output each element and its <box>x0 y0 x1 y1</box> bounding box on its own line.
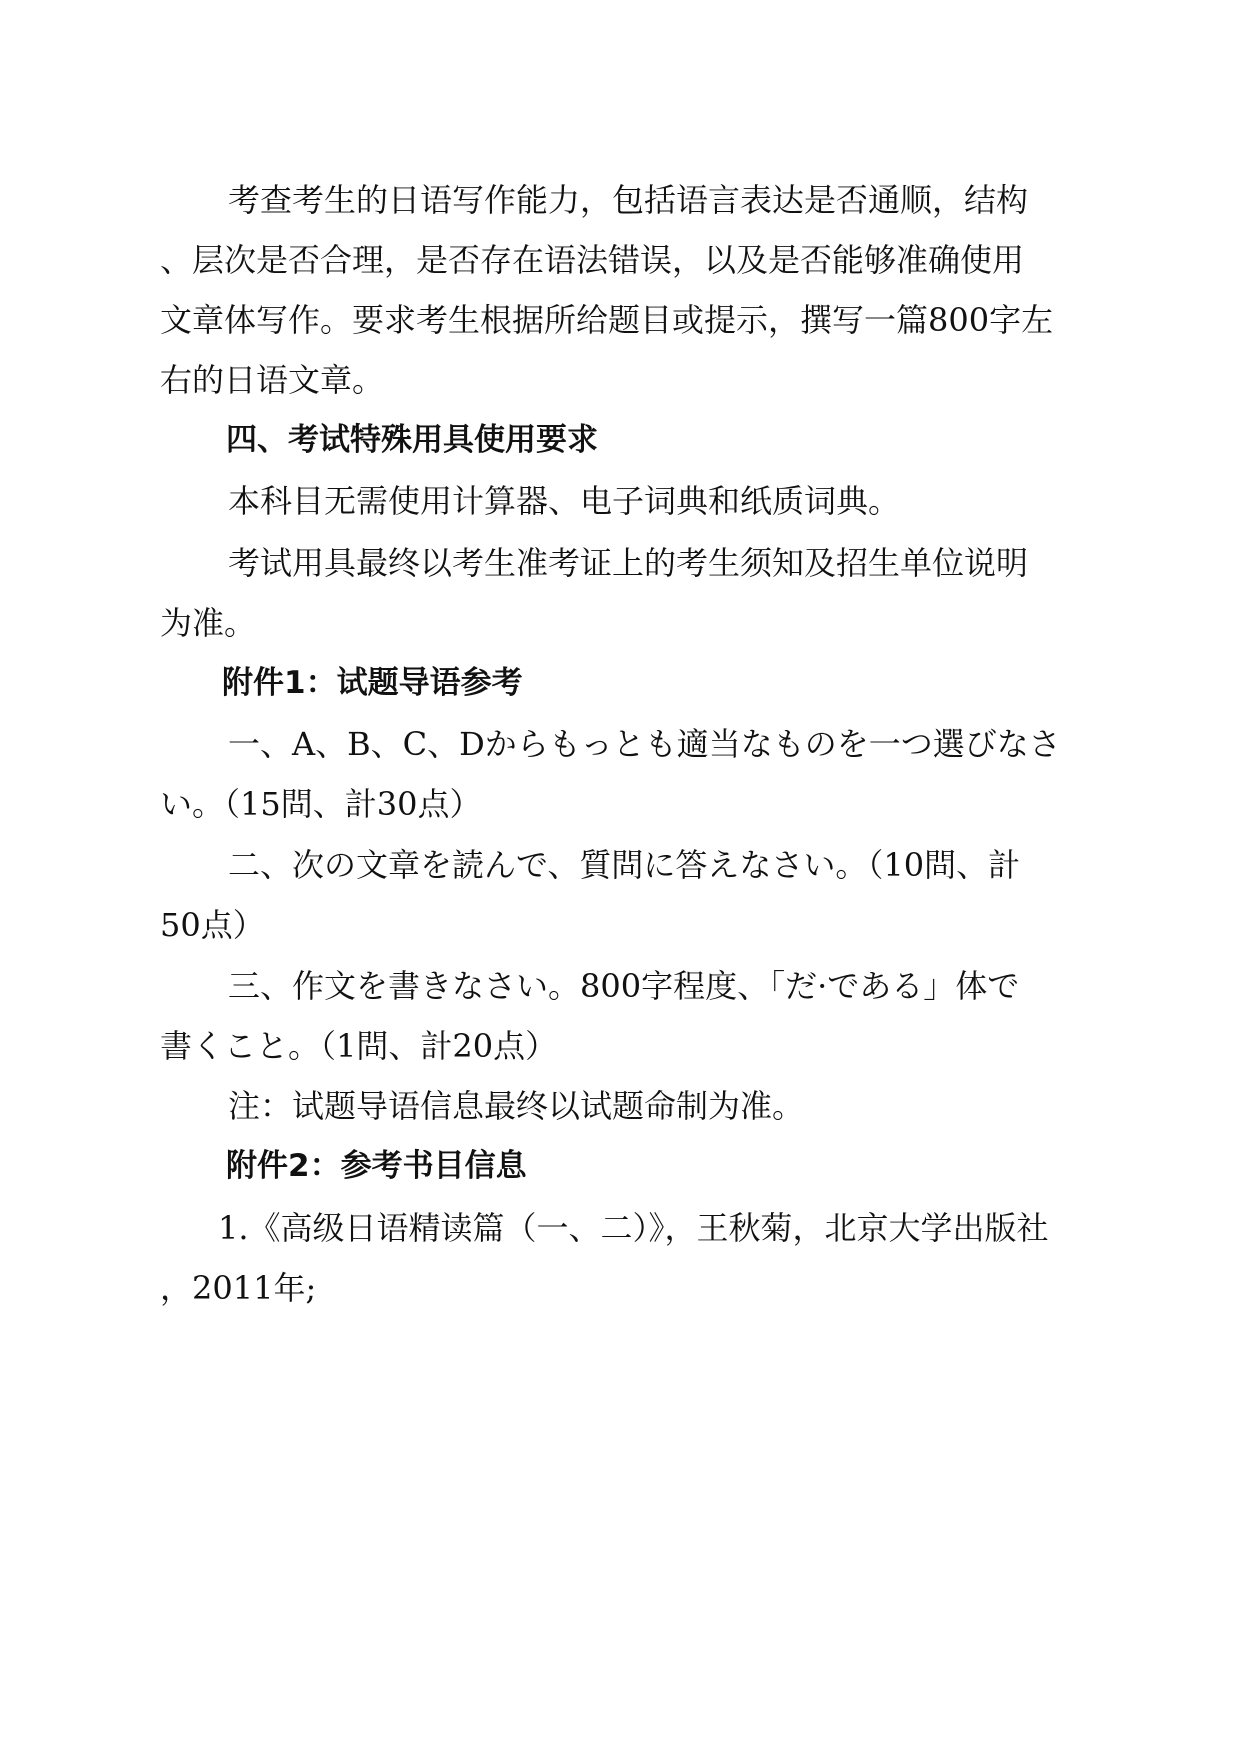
appendix-1-heading: 附件1：试题导语参考 <box>222 665 523 701</box>
appendix-1-item-2-line-1: 二、次の文章を読んで、質問に答えなさい。（10問、計 <box>228 846 1021 884</box>
appendix-1-item-1-line-1: 一、A、B、C、Dからもっとも適当なものを一つ選びなさ <box>228 725 1061 763</box>
appendix-1-item-3-line-2: 書くこと。（1問、計20点） <box>160 1027 558 1065</box>
section-4-para-1: 本科目无需使用计算器、电子词典和纸质词典。 <box>228 482 901 520</box>
writing-para-line-3: 文章体写作。要求考生根据所给题目或提示，撰写一篇800字左 <box>160 301 1054 339</box>
section-4-para-2-line-2: 为准。 <box>160 604 257 642</box>
section-4-para-2-line-1: 考试用具最终以考生准考证上的考生须知及招生单位说明 <box>228 544 1029 582</box>
writing-para-line-4: 右的日语文章。 <box>160 361 385 399</box>
writing-para-line-2: 、层次是否合理，是否存在语法错误，以及是否能够准确使用 <box>160 241 1025 279</box>
appendix-1-note: 注：试题导语信息最终以试题命制为准。 <box>228 1087 805 1125</box>
writing-para-line-1: 考查考生的日语写作能力，包括语言表达是否通顺，结构 <box>228 181 1029 219</box>
appendix-2-heading: 附件2：参考书目信息 <box>226 1148 527 1184</box>
appendix-1-item-1-line-2: い。（15問、計30点） <box>160 785 482 823</box>
appendix-1-item-3-line-1: 三、作文を書きなさい。800字程度、「だ·である」体で <box>228 967 1020 1005</box>
appendix-1-item-2-line-2: 50点） <box>160 906 265 944</box>
section-4-heading: 四、考试特殊用具使用要求 <box>226 422 598 458</box>
appendix-2-item-1-line-2: ，2011年; <box>160 1269 317 1307</box>
appendix-2-item-1-line-1: 1.《高级日语精读篇（一、二）》，王秋菊，北京大学出版社 <box>218 1209 1049 1247</box>
